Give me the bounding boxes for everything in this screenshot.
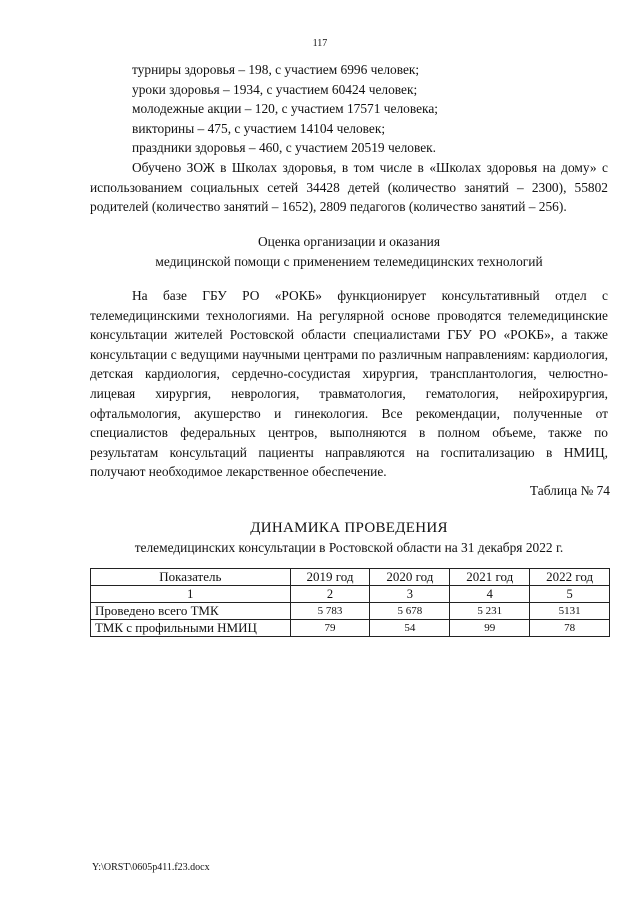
table-cell: 5 231 xyxy=(450,603,530,620)
table-header-cell: 2022 год xyxy=(530,569,610,586)
list-item: уроки здоровья – 1934, с участием 60424 человек; xyxy=(132,81,418,97)
section-heading-line1: Оценка организации и оказания xyxy=(258,234,440,249)
footer-file-path: Y:\ORST\0605p411.f23.docx xyxy=(92,862,210,873)
table-cell: 99 xyxy=(450,620,530,637)
table-cell: 79 xyxy=(290,620,370,637)
list-item: праздники здоровья – 460, с участием 20519 человек. xyxy=(132,140,437,156)
table-index-cell: 2 xyxy=(290,586,370,603)
table-header-row xyxy=(91,569,610,586)
list-item: викторины – 475, с участием 14104 человек; xyxy=(132,120,386,136)
table-header-cell: Показатель xyxy=(91,569,291,586)
table-index-cell: 5 xyxy=(530,586,610,603)
section-heading-line2: медицинской помощи с применением телемедицинских технологий xyxy=(155,253,543,269)
table-caption xyxy=(90,518,608,557)
table-cell: 5131 xyxy=(530,603,610,620)
table-header-cell: 2020 год xyxy=(370,569,450,586)
table-index-row xyxy=(91,586,610,603)
table-row xyxy=(91,603,610,620)
table-cell-label: Проведено всего ТМК xyxy=(91,603,291,620)
table-cell-label: ТМК с профильными НМИЦ xyxy=(91,620,291,637)
table-index-cell: 3 xyxy=(370,586,450,603)
table-number: Таблица № 74 xyxy=(529,483,610,498)
table-cell: 78 xyxy=(530,620,610,637)
list-item: турниры здоровья – 198, с участием 6996 человек; xyxy=(132,62,420,77)
events-list xyxy=(90,60,608,217)
table-index-cell: 1 xyxy=(91,586,291,603)
table-header-cell: 2021 год xyxy=(450,569,530,586)
table-subtitle: телемедицинских консультации в Ростовской области на 31 декабря 2022 г. xyxy=(134,540,564,555)
table-cell: 5 678 xyxy=(370,603,450,620)
paragraph-telemedicine: На базе ГБУ РО «РОКБ» функционирует консультативный отдел с телемедицинскими технологиями. На регулярной основе проводятся телемедицинские консультации жителей Ростовской области специалистами ГБУ РО «РОКБ», а также консультации с ведущими научными центрами по различным направлениям: кардиология, детская кардиология, сердечно-сосудистая хирургия, трансплантология, челюстно-лицевая хирургия, неврология, травматология, гематология, нейрохирургия, офтальмология, акушерство и гинекология. Все рекомендации, полученные от специалистов федеральных центров, выполняются в полном объеме, также по результатам консультаций пациенты направляются на госпитализацию в НМИЦ, получают необходимое лекарственное обеспечение. xyxy=(90,288,608,480)
table-title: ДИНАМИКА ПРОВЕДЕНИЯ xyxy=(250,520,448,536)
page-number: 117 xyxy=(312,38,328,49)
table-cell: 5 783 xyxy=(290,603,370,620)
section-heading xyxy=(90,232,608,271)
table-index-cell: 4 xyxy=(450,586,530,603)
table-cell: 54 xyxy=(370,620,450,637)
telemedicine-section xyxy=(90,286,608,482)
table-row xyxy=(91,620,610,637)
paragraph-health-schools: Обучено ЗОЖ в Школах здоровья, в том числе в «Школах здоровья на дому» с использованием социальных сетей 34428 детей (количество занятий – 2300), 55802 родителей (количество занятий – 1652), 2809 педагогов (количество занятий – 256). xyxy=(90,159,608,215)
list-item: молодежные акции – 120, с участием 17571 человека; xyxy=(132,101,438,117)
table-header-cell: 2019 год xyxy=(290,569,370,586)
tmk-table xyxy=(90,568,610,637)
